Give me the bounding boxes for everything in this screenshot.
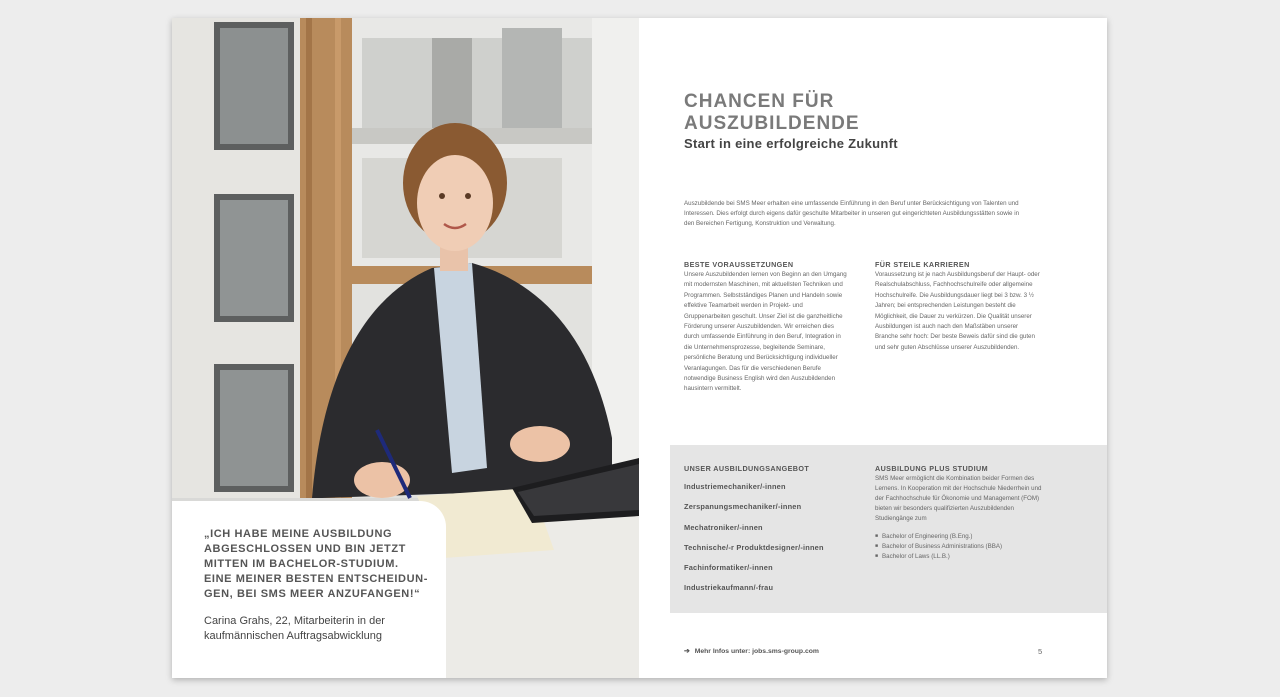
degree-item: ■ Bachelor of Engineering (B.Eng.) xyxy=(875,532,1045,542)
offer-heading: UNSER AUSBILDUNGSANGEBOT xyxy=(684,464,810,473)
job-list xyxy=(684,482,864,604)
job-item: Zerspanungsmechaniker/-innen xyxy=(684,502,802,512)
job-item: Mechatroniker/-innen xyxy=(684,522,763,532)
page-title: CHANCEN FÜR AUSZUBILDENDE xyxy=(684,91,860,134)
training-offer-band xyxy=(670,445,1107,613)
arrow-right-icon: ➔ xyxy=(684,648,690,655)
column-heading: BESTE VORAUSSETZUNGEN xyxy=(684,260,794,269)
column-careers xyxy=(875,260,1040,353)
degree-list xyxy=(875,532,1045,562)
right-page xyxy=(639,18,1107,678)
brochure-spread xyxy=(172,18,1107,678)
column-text: Voraussetzung ist je nach Ausbildungsberuf der Haupt- oder Realschulabschluss, Fachhochschulreife oder allgemeine Hochschulreife. Die Ausbildungsdauer liegt bei 3 bzw. 3 ½ Jahren; bei entsprechenden Leistungen besteht die Möglichkeit, die Dauer zu verkürzen. Die Qualität unserer Ausbildungen ist auch nach den Maßstäben unserer Branche sehr hoch: Der beste Beweis dafür sind die guten und sehr guten Abschlüsse unserer Auszubildenden. xyxy=(875,271,1040,351)
study-heading: AUSBILDUNG PLUS STUDIUM xyxy=(875,464,989,473)
job-item: Industriekaufmann/-frau xyxy=(684,583,774,593)
page-number: 5 xyxy=(1038,647,1043,656)
quote-text: „ICH HABE MEINE AUSBILDUNG ABGESCHLOSSEN UND BIN JETZT MITTEN IM BACHELOR-STUDIUM. EINE MEINER BESTEN ENTSCHEIDUN-GEN, BEI SMS MEER ANZUFANGEN!“ xyxy=(204,528,428,600)
column-heading: FÜR STEILE KARRIEREN xyxy=(875,260,970,269)
left-page xyxy=(172,18,639,678)
study-text: SMS Meer ermöglicht die Kombination beider Formen des Lernens. In Kooperation mit der Hochschule Niederrhein und der Fachhochschule für Ökonomie und Management (FOM) bieten wir besonders qualifizierten Auszubildenden Studiengänge zum xyxy=(875,475,1042,522)
intro-paragraph: Auszubildende bei SMS Meer erhalten eine umfassende Einführung in den Beruf unter Berücksichtigung von Talenten und Interessen. Dies erfolgt durch eigens dafür geschulte Mitarbeiter in unseren gut eingerichteten Ausbildungsstätten sowie in den Bereichen Fertigung, Konstruktion und Verwaltung. xyxy=(684,200,1020,227)
more-info-link[interactable] xyxy=(684,647,819,655)
job-item: Technische/-r Produktdesigner/-innen xyxy=(684,542,824,552)
job-item: Industriemechaniker/-innen xyxy=(684,482,786,491)
job-item: Fachinformatiker/-innen xyxy=(684,563,773,573)
page-subtitle: Start in eine erfolgreiche Zukunft xyxy=(684,136,898,151)
quote-box xyxy=(172,501,446,678)
training-offer xyxy=(684,464,864,604)
degree-item: ■ Bachelor of Business Administrations (BBA) xyxy=(875,542,1045,552)
degree-item: ■ Bachelor of Laws (LL.B.) xyxy=(875,552,1045,562)
more-info-text: Mehr Infos unter: jobs.sms-group.com xyxy=(694,648,819,655)
column-requirements xyxy=(684,260,849,395)
quote-author: Carina Grahs, 22, Mitarbeiterin in der kaufmännischen Auftragsabwicklung xyxy=(204,615,385,642)
training-plus-study xyxy=(875,464,1045,562)
column-text: Unsere Auszubildenden lernen von Beginn an den Umgang mit modernsten Maschinen, mit aktuellsten Techniken und Programmen. Selbstständiges Planen und Handeln sowie effektive Teamarbeit werden in Projekt- und Gruppenarbeiten geschult. Unser Ziel ist die ganzheitliche Förderung unserer Auszubildenden. Wir erreichen dies durch umfassende Einführung in den Beruf, Integration in die Unternehmensprozesse, begleitende Seminare, persönliche Beratung und Berücksichtigung individueller Veranlagungen. Das für die verschiedenen Berufe notwendige Business English wird den Auszubildenden hausintern vermittelt. xyxy=(684,271,847,393)
